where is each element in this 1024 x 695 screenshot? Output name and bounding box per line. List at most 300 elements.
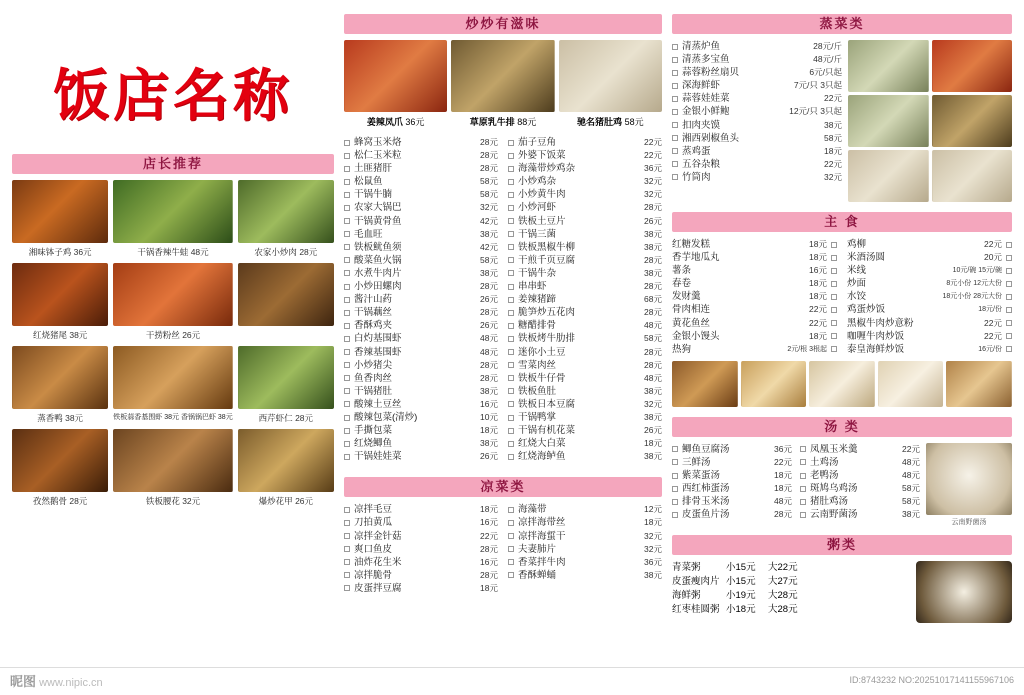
menu-row[interactable]: 红烧鲫鱼 38元 xyxy=(344,437,498,450)
stirfry-photo-row xyxy=(344,40,662,128)
checkbox[interactable] xyxy=(344,388,350,394)
checkbox[interactable] xyxy=(672,161,678,167)
menu-row[interactable]: 姜辣猪蹄 68元 xyxy=(508,293,662,306)
menu-row[interactable]: 土鸡汤 48元 xyxy=(800,456,920,469)
menu-row[interactable]: 干锅藕丝 28元 xyxy=(344,306,498,319)
checkbox[interactable] xyxy=(672,499,678,505)
menu-row[interactable]: 松仁玉米粒 28元 xyxy=(344,149,498,162)
checkbox[interactable] xyxy=(344,310,350,316)
menu-row[interactable]: 铁板鱼肚 38元 xyxy=(508,385,662,398)
checkbox[interactable] xyxy=(508,323,514,329)
checkbox[interactable] xyxy=(508,375,514,381)
checkbox[interactable] xyxy=(344,441,350,447)
menu-row[interactable]: 铁板土豆片 26元 xyxy=(508,215,662,228)
checkbox[interactable] xyxy=(508,507,514,513)
checkbox[interactable] xyxy=(831,281,837,287)
checkbox[interactable] xyxy=(508,140,514,146)
checkbox[interactable] xyxy=(344,507,350,513)
dish-photo xyxy=(848,150,929,202)
cold-right-column xyxy=(508,503,662,595)
menu-row[interactable]: 西红柿蛋汤 18元 xyxy=(672,482,792,495)
menu-row[interactable]: 金银小鲜鲍 12元/只 3只起 xyxy=(672,105,842,118)
menu-row[interactable]: 皮蛋瘦肉片 小15元 大27元 xyxy=(672,575,798,587)
menu-row[interactable]: 脆笋炒五花肉 28元 xyxy=(508,306,662,319)
menu-row[interactable]: 串串虾 28元 xyxy=(508,280,662,293)
menu-row[interactable]: 海鲜粥 小19元 大28元 xyxy=(672,589,798,601)
checkbox[interactable] xyxy=(672,57,678,63)
checkbox[interactable] xyxy=(672,174,678,180)
menu-row[interactable]: 深海鲜虾 7元/只 3只起 xyxy=(672,79,842,92)
menu-row[interactable]: 鸡蛋炒饭 18元/份 xyxy=(847,303,1012,316)
checkbox[interactable] xyxy=(831,333,837,339)
cold-left-column xyxy=(344,503,498,595)
dish-caption: 红烧猪尾 38元 xyxy=(32,330,88,340)
steamed-section xyxy=(672,40,1012,202)
checkbox[interactable] xyxy=(344,336,350,342)
dish-caption: 姜辣凤爪 36元 xyxy=(366,117,425,127)
checkbox[interactable] xyxy=(800,486,806,492)
checkbox[interactable] xyxy=(508,297,514,303)
menu-row[interactable]: 凉拌海蜇干 32元 xyxy=(508,530,662,543)
checkbox[interactable] xyxy=(672,446,678,452)
menu-row[interactable]: 干锅有机花菜 26元 xyxy=(508,424,662,437)
menu-row[interactable]: 蒸鸡蛋 18元 xyxy=(672,145,842,158)
menu-row[interactable]: 土匪猪肝 28元 xyxy=(344,162,498,175)
checkbox[interactable] xyxy=(800,512,806,518)
dish-photo xyxy=(113,180,232,243)
checkbox[interactable] xyxy=(344,166,350,172)
menu-row[interactable]: 鱼香肉丝 28元 xyxy=(344,372,498,385)
checkbox[interactable] xyxy=(1006,320,1012,326)
menu-row[interactable]: 凤凰玉米羹 22元 xyxy=(800,443,920,456)
dish-caption: 驰名猪肚鸡 58元 xyxy=(577,117,644,127)
list-item xyxy=(113,346,232,424)
menu-row[interactable]: 迷你小土豆 28元 xyxy=(508,346,662,359)
checkbox[interactable] xyxy=(344,297,350,303)
dish-caption: 干捞粉丝 26元 xyxy=(145,330,201,340)
staple-left-column xyxy=(672,238,837,356)
menu-row[interactable]: 薯条 16元 xyxy=(672,264,837,277)
checkbox[interactable] xyxy=(672,109,678,115)
checkbox[interactable] xyxy=(672,135,678,141)
dish-photo xyxy=(12,263,108,326)
menu-row[interactable]: 紫菜蛋汤 18元 xyxy=(672,469,792,482)
checkbox[interactable] xyxy=(344,585,350,591)
menu-row[interactable]: 发财羹 18元 xyxy=(672,290,837,303)
menu-row[interactable]: 刀拍黄瓜 16元 xyxy=(344,516,498,529)
checkbox[interactable] xyxy=(508,192,514,198)
porridge-photo xyxy=(916,561,1012,623)
checkbox[interactable] xyxy=(1006,333,1012,339)
porridge-content xyxy=(672,561,1012,623)
left-column xyxy=(12,14,334,664)
dish-photo xyxy=(238,263,334,326)
menu-row[interactable]: 香芋地瓜丸 18元 xyxy=(672,251,837,264)
menu-row[interactable]: 干锅娃娃菜 26元 xyxy=(344,450,498,463)
checkbox[interactable] xyxy=(508,153,514,159)
checkbox[interactable] xyxy=(344,192,350,198)
checkbox[interactable] xyxy=(672,122,678,128)
menu-row[interactable]: 蒜蓉娃娃菜 22元 xyxy=(672,92,842,105)
menu-row[interactable]: 外婆下饭菜 22元 xyxy=(508,149,662,162)
checkbox[interactable] xyxy=(831,268,837,274)
checkbox[interactable] xyxy=(344,153,350,159)
menu-row[interactable]: 小炒河虾 28元 xyxy=(508,201,662,214)
dish-photo xyxy=(238,429,334,492)
dish-caption: 铁板腰花 32元 xyxy=(145,496,201,506)
menu-row[interactable]: 红烧海鲈鱼 38元 xyxy=(508,450,662,463)
soup-section xyxy=(672,417,1012,527)
list-item xyxy=(559,40,662,128)
dish-photo xyxy=(344,40,447,112)
checkbox[interactable] xyxy=(831,320,837,326)
menu-row[interactable]: 老鸭汤 48元 xyxy=(800,469,920,482)
checkbox[interactable] xyxy=(508,415,514,421)
dish-caption: 蒸香鸭 38元 xyxy=(37,413,84,423)
menu-row[interactable]: 酸菜鱼火锅 58元 xyxy=(344,254,498,267)
checkbox[interactable] xyxy=(508,520,514,526)
menu-row[interactable]: 黄花鱼丝 22元 xyxy=(672,317,837,330)
menu-row[interactable]: 酸辣包菜(清炒) 10元 xyxy=(344,411,498,424)
checkbox[interactable] xyxy=(508,362,514,368)
section-header-soup: 汤 类 xyxy=(672,417,1012,437)
checkbox[interactable] xyxy=(508,533,514,539)
cold-section xyxy=(344,477,662,595)
checkbox[interactable] xyxy=(800,446,806,452)
menu-row[interactable]: 干锅牛杂 38元 xyxy=(508,267,662,280)
checkbox[interactable] xyxy=(1006,255,1012,261)
checkbox[interactable] xyxy=(508,454,514,460)
checkbox[interactable] xyxy=(344,231,350,237)
checkbox[interactable] xyxy=(344,415,350,421)
checkbox[interactable] xyxy=(508,349,514,355)
checkbox[interactable] xyxy=(508,546,514,552)
dish-caption: 西芹虾仁 28元 xyxy=(258,413,314,423)
dish-photo xyxy=(113,346,232,409)
menu-row[interactable]: 云南野菌汤 38元 xyxy=(800,508,920,521)
checkbox[interactable] xyxy=(344,218,350,224)
dish-caption: 湘味钵子鸡 36元 xyxy=(28,247,92,257)
menu-row[interactable]: 干锅黄骨鱼 42元 xyxy=(344,215,498,228)
checkbox[interactable] xyxy=(672,473,678,479)
stirfry-right-column xyxy=(508,136,662,463)
menu-row[interactable]: 皮蛋拌豆腐 18元 xyxy=(344,582,498,595)
dish-photo xyxy=(451,40,554,112)
menu-row[interactable]: 红烧大白菜 18元 xyxy=(508,437,662,450)
menu-row[interactable]: 春卷 18元 xyxy=(672,277,837,290)
menu-row[interactable]: 海藻带 12元 xyxy=(508,503,662,516)
list-item xyxy=(238,263,334,341)
menu-row[interactable]: 松鼠鱼 58元 xyxy=(344,175,498,188)
menu-row[interactable]: 清蒸炉鱼 28元/斤 xyxy=(672,40,842,53)
list-item xyxy=(238,180,334,258)
dish-photo xyxy=(932,95,1013,147)
dish-caption xyxy=(238,326,334,329)
checkbox[interactable] xyxy=(800,499,806,505)
menu-row[interactable]: 茄子豆角 22元 xyxy=(508,136,662,149)
checkbox[interactable] xyxy=(344,546,350,552)
porridge-list xyxy=(672,561,908,623)
checkbox[interactable] xyxy=(508,428,514,434)
menu-row[interactable]: 猪肚鸡汤 58元 xyxy=(800,495,920,508)
checkbox[interactable] xyxy=(344,572,350,578)
checkbox[interactable] xyxy=(508,270,514,276)
menu-row[interactable]: 毛血旺 38元 xyxy=(344,228,498,241)
checkbox[interactable] xyxy=(508,401,514,407)
menu-row[interactable]: 铁板牛仔骨 48元 xyxy=(508,372,662,385)
menu-row[interactable]: 蜂窝玉米烙 28元 xyxy=(344,136,498,149)
dish-photo xyxy=(12,429,108,492)
dish-caption: 干锅香辣牛蛙 48元 xyxy=(137,247,209,257)
list-item xyxy=(113,180,232,258)
checkbox[interactable] xyxy=(672,512,678,518)
dish-caption: 云南野菌汤 xyxy=(951,518,987,526)
menu-row[interactable]: 香酥鸡夹 26元 xyxy=(344,319,498,332)
menu-row[interactable]: 香辣基围虾 48元 xyxy=(344,346,498,359)
menu-row[interactable]: 金银小馒头 18元 xyxy=(672,330,837,343)
menu-row[interactable]: 五谷杂粮 22元 xyxy=(672,158,842,171)
checkbox[interactable] xyxy=(344,454,350,460)
menu-row[interactable]: 清蒸多宝鱼 48元/斤 xyxy=(672,53,842,66)
watermark-url: www.nipic.cn xyxy=(39,677,103,689)
list-item xyxy=(238,346,334,424)
dish-photo xyxy=(741,361,807,407)
dish-caption: 孜然鹅骨 28元 xyxy=(32,496,88,506)
dish-photo xyxy=(113,429,232,492)
menu-row[interactable]: 黑椒牛肉炒意粉 22元 xyxy=(847,317,1012,330)
menu-row[interactable]: 鸡柳 22元 xyxy=(847,238,1012,251)
menu-row[interactable]: 海藻带炒鸡杂 36元 xyxy=(508,162,662,175)
menu-row[interactable]: 酱汁山药 26元 xyxy=(344,293,498,306)
checkbox[interactable] xyxy=(344,520,350,526)
menu-row[interactable]: 米酒汤圆 20元 xyxy=(847,251,1012,264)
menu-row[interactable]: 湘西剁椒鱼头 58元 xyxy=(672,132,842,145)
stirfry-menu-columns xyxy=(344,136,662,463)
menu-row[interactable]: 红糖发糕 18元 xyxy=(672,238,837,251)
menu-row[interactable]: 水煮牛肉片 38元 xyxy=(344,267,498,280)
checkbox[interactable] xyxy=(508,441,514,447)
checkbox[interactable] xyxy=(344,244,350,250)
menu-row[interactable]: 糖醋排骨 48元 xyxy=(508,319,662,332)
checkbox[interactable] xyxy=(344,559,350,565)
checkbox[interactable] xyxy=(344,205,350,211)
menu-row[interactable]: 农家大锅巴 32元 xyxy=(344,201,498,214)
menu-row[interactable]: 扣肉夹馍 38元 xyxy=(672,119,842,132)
dish-photo xyxy=(809,361,875,407)
checkbox[interactable] xyxy=(344,323,350,329)
staple-section xyxy=(672,212,1012,407)
soup-content xyxy=(672,443,1012,527)
list-item xyxy=(451,40,554,128)
menu-row[interactable]: 鲫鱼豆腐汤 36元 xyxy=(672,443,792,456)
checkbox[interactable] xyxy=(344,270,350,276)
dish-photo xyxy=(559,40,662,112)
menu-row[interactable]: 干锅鸭掌 38元 xyxy=(508,411,662,424)
list-item xyxy=(113,263,232,341)
cold-menu-columns xyxy=(344,503,662,595)
soup-photo xyxy=(926,443,1012,527)
checkbox[interactable] xyxy=(800,459,806,465)
checkbox[interactable] xyxy=(1006,294,1012,300)
section-header-cold: 凉菜类 xyxy=(344,477,662,497)
checkbox[interactable] xyxy=(831,346,837,352)
menu-row[interactable]: 斑鸠乌鸡汤 58元 xyxy=(800,482,920,495)
dish-photo xyxy=(848,40,929,92)
recommend-grid xyxy=(12,180,334,507)
checkbox[interactable] xyxy=(672,459,678,465)
porridge-section xyxy=(672,535,1012,623)
menu-row[interactable]: 蒜蓉粉丝扇贝 6元/只起 xyxy=(672,66,842,79)
dish-caption: 铁板蒜香基围虾 38元 香锅锅巴虾 38元 xyxy=(113,414,233,421)
menu-row[interactable]: 铁板日本豆腐 32元 xyxy=(508,398,662,411)
menu-row[interactable]: 水饺 18元小份 28元大份 xyxy=(847,290,1012,303)
dish-photo xyxy=(238,180,334,243)
checkbox[interactable] xyxy=(508,572,514,578)
checkbox[interactable] xyxy=(831,242,837,248)
dish-photo xyxy=(946,361,1012,407)
menu-row[interactable]: 凉拌海带丝 18元 xyxy=(508,516,662,529)
watermark xyxy=(10,671,103,690)
checkbox[interactable] xyxy=(344,401,350,407)
menu-row[interactable]: 酸辣土豆丝 16元 xyxy=(344,398,498,411)
section-header-porridge: 粥类 xyxy=(672,535,1012,555)
menu-row[interactable]: 竹筒肉 32元 xyxy=(672,171,842,184)
image-id-text: ID:8743232 NO:20251017141155967106 xyxy=(849,675,1014,685)
checkbox[interactable] xyxy=(344,179,350,185)
menu-row[interactable]: 香菜拌牛肉 36元 xyxy=(508,556,662,569)
menu-row[interactable]: 小炒鸡杂 32元 xyxy=(508,175,662,188)
menu-row[interactable]: 凉拌脆骨 28元 xyxy=(344,569,498,582)
menu-row[interactable]: 干锅猪肚 38元 xyxy=(344,385,498,398)
right-column xyxy=(672,14,1012,623)
menu-row[interactable]: 凉拌毛豆 18元 xyxy=(344,503,498,516)
checkbox[interactable] xyxy=(508,257,514,263)
checkbox[interactable] xyxy=(508,166,514,172)
menu-row[interactable]: 青菜粥 小15元 大22元 xyxy=(672,561,798,573)
menu-row[interactable]: 夫妻肺片 32元 xyxy=(508,543,662,556)
checkbox[interactable] xyxy=(831,255,837,261)
menu-row[interactable]: 米线 10元/碗 15元/碗 xyxy=(847,264,1012,277)
checkbox[interactable] xyxy=(508,218,514,224)
menu-row[interactable]: 手撕包菜 18元 xyxy=(344,424,498,437)
checkbox[interactable] xyxy=(1006,281,1012,287)
checkbox[interactable] xyxy=(508,310,514,316)
checkbox[interactable] xyxy=(672,70,678,76)
menu-row[interactable]: 干锅三菌 38元 xyxy=(508,228,662,241)
list-item xyxy=(238,429,334,507)
dish-caption: 农家小炒肉 28元 xyxy=(254,247,318,257)
menu-row[interactable]: 凉拌金针菇 22元 xyxy=(344,530,498,543)
checkbox[interactable] xyxy=(831,294,837,300)
menu-row[interactable]: 三鲜汤 22元 xyxy=(672,456,792,469)
checkbox[interactable] xyxy=(344,140,350,146)
staple-columns xyxy=(672,238,1012,356)
checkbox[interactable] xyxy=(508,559,514,565)
checkbox[interactable] xyxy=(1006,268,1012,274)
watermark-logo: 昵图 xyxy=(10,674,37,689)
dish-photo xyxy=(932,150,1013,202)
dish-photo xyxy=(916,561,1012,623)
footer xyxy=(0,667,1024,695)
menu-row[interactable]: 泰皇海鲜炒饭 16元/份 xyxy=(847,343,1012,356)
checkbox[interactable] xyxy=(508,284,514,290)
menu-row[interactable]: 咖喱牛肉炒饭 22元 xyxy=(847,330,1012,343)
menu-row[interactable]: 小炒猪尖 28元 xyxy=(344,359,498,372)
dish-photo xyxy=(848,95,929,147)
checkbox[interactable] xyxy=(344,257,350,263)
checkbox[interactable] xyxy=(672,96,678,102)
dish-photo xyxy=(932,40,1013,92)
menu-row[interactable]: 爽口鱼皮 28元 xyxy=(344,543,498,556)
menu-row[interactable]: 油炸花生米 16元 xyxy=(344,556,498,569)
checkbox[interactable] xyxy=(344,349,350,355)
menu-row[interactable]: 炒面 8元小份 12元大份 xyxy=(847,277,1012,290)
dish-photo xyxy=(926,443,1012,515)
checkbox[interactable] xyxy=(508,179,514,185)
dish-photo xyxy=(672,361,738,407)
list-item xyxy=(344,40,447,128)
menu-row[interactable]: 雪菜肉丝 28元 xyxy=(508,359,662,372)
menu-row[interactable]: 干煎千页豆腐 28元 xyxy=(508,254,662,267)
menu-row[interactable]: 干锅牛腩 58元 xyxy=(344,188,498,201)
checkbox[interactable] xyxy=(344,284,350,290)
menu-row[interactable]: 铁板鱿鱼须 42元 xyxy=(344,241,498,254)
checkbox[interactable] xyxy=(344,428,350,434)
menu-row[interactable]: 小炒田螺肉 28元 xyxy=(344,280,498,293)
menu-row[interactable]: 皮蛋鱼片汤 28元 xyxy=(672,508,792,521)
checkbox[interactable] xyxy=(344,362,350,368)
menu-row[interactable]: 小炒黄牛肉 32元 xyxy=(508,188,662,201)
checkbox[interactable] xyxy=(508,205,514,211)
checkbox[interactable] xyxy=(344,375,350,381)
steamed-photo-grid xyxy=(848,40,1012,202)
checkbox[interactable] xyxy=(508,244,514,250)
checkbox[interactable] xyxy=(1006,346,1012,352)
checkbox[interactable] xyxy=(508,336,514,342)
staple-photo-strip xyxy=(672,361,1012,407)
checkbox[interactable] xyxy=(672,83,678,89)
section-header-steamed: 蒸菜类 xyxy=(672,14,1012,34)
steamed-list xyxy=(672,40,842,202)
checkbox[interactable] xyxy=(672,486,678,492)
checkbox[interactable] xyxy=(800,473,806,479)
dish-photo xyxy=(12,180,108,243)
list-item xyxy=(113,429,232,507)
list-item xyxy=(12,263,108,341)
menu-row[interactable]: 白灼基围虾 48元 xyxy=(344,332,498,345)
dish-caption: 爆炒花甲 26元 xyxy=(258,496,314,506)
section-header-recommend: 店长推荐 xyxy=(12,154,334,174)
dish-photo xyxy=(12,346,108,409)
checkbox[interactable] xyxy=(344,533,350,539)
checkbox[interactable] xyxy=(1006,307,1012,313)
menu-row[interactable]: 铁板烤牛肋排 58元 xyxy=(508,332,662,345)
menu-row[interactable]: 热狗 2元/根 3根起 xyxy=(672,343,837,356)
menu-row[interactable]: 铁板黑椒牛柳 38元 xyxy=(508,241,662,254)
dish-photo xyxy=(238,346,334,409)
checkbox[interactable] xyxy=(672,148,678,154)
menu-row[interactable]: 骨肉相连 22元 xyxy=(672,303,837,316)
menu-row[interactable]: 香酥蝉蛹 38元 xyxy=(508,569,662,582)
checkbox[interactable] xyxy=(831,307,837,313)
checkbox[interactable] xyxy=(1006,242,1012,248)
checkbox[interactable] xyxy=(508,388,514,394)
dish-caption: 草原乳牛排 88元 xyxy=(469,117,537,127)
checkbox[interactable] xyxy=(672,44,678,50)
menu-row[interactable]: 红枣桂圆粥 小18元 大28元 xyxy=(672,603,798,615)
menu-row[interactable]: 排骨玉米汤 48元 xyxy=(672,495,792,508)
checkbox[interactable] xyxy=(508,231,514,237)
